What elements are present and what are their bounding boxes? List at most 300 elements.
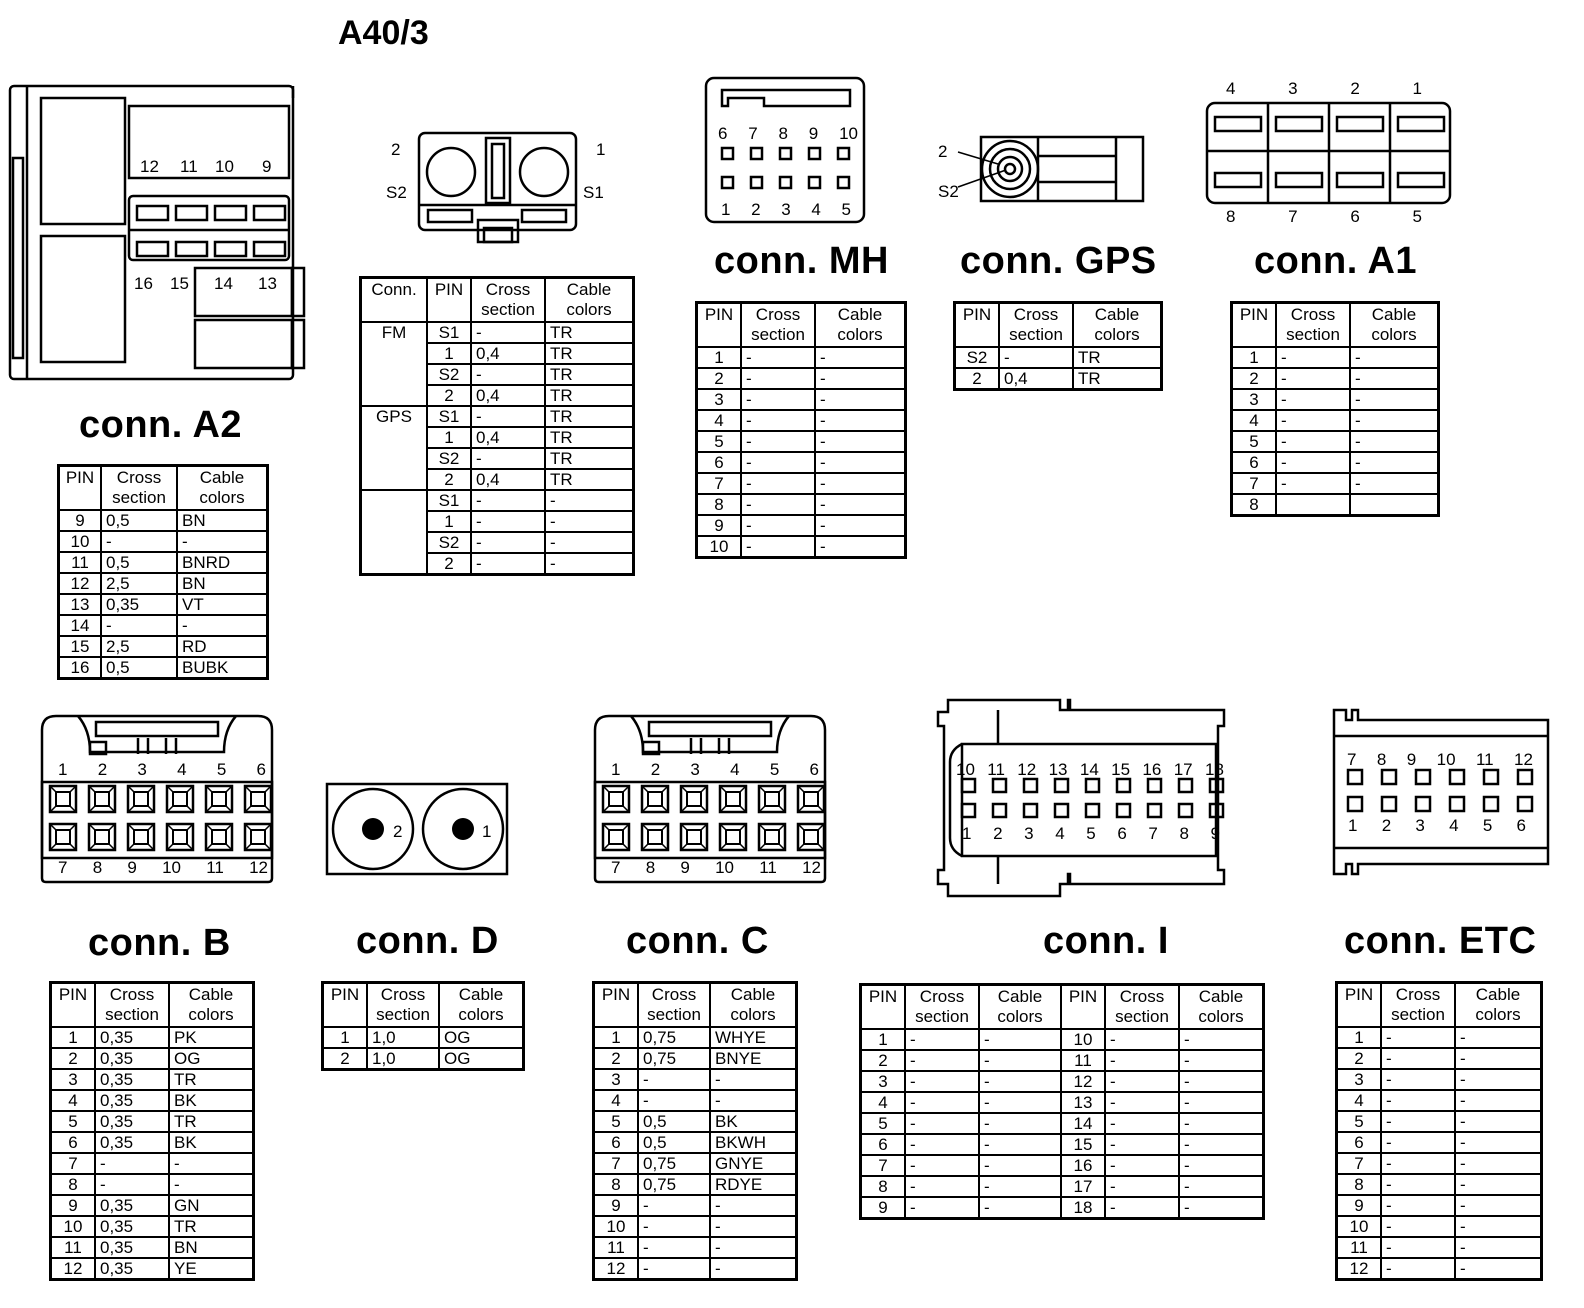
table-row xyxy=(1337,1048,1542,1069)
pin-cell: S2 xyxy=(427,364,471,385)
cross-cell: 0,35 xyxy=(95,1027,169,1048)
i-pin-12: 12 xyxy=(1017,760,1037,779)
cross-cell: - xyxy=(741,452,815,473)
cross-cell: - xyxy=(1381,1237,1455,1258)
cross-cell: - xyxy=(1105,1197,1179,1219)
pin-cavity-inner xyxy=(212,830,226,844)
conn-label-cell: GPS xyxy=(361,406,428,490)
color-cell: - xyxy=(1179,1050,1264,1071)
cross-cell: 0,4 xyxy=(471,469,545,490)
gps-pin-s2: S2 xyxy=(938,182,959,201)
table-row xyxy=(361,490,634,511)
table-row xyxy=(1337,1174,1542,1195)
i-pin-2: 2 xyxy=(993,824,1003,843)
cross-cell: 0,75 xyxy=(638,1027,710,1048)
pin-cell: 1 xyxy=(1232,347,1277,368)
a1-pin-6: 6 xyxy=(1350,207,1360,226)
hdr-colors: Cable colors xyxy=(177,466,268,511)
color-cell: - xyxy=(177,615,268,636)
table-row xyxy=(594,1258,797,1280)
color-cell: - xyxy=(979,1071,1061,1092)
b-pin-11: 11 xyxy=(206,858,224,877)
table-row xyxy=(594,1237,797,1258)
hdr-cross: Cross section xyxy=(999,303,1073,348)
table-row xyxy=(51,1153,254,1174)
table-row xyxy=(1232,452,1439,473)
pin-cell: 9 xyxy=(1337,1195,1382,1216)
table-row xyxy=(1337,1258,1542,1280)
color-cell: - xyxy=(979,1134,1061,1155)
etc-pin-10: 10 xyxy=(1436,750,1456,769)
pin-cell: 4 xyxy=(51,1090,96,1111)
color-cell: - xyxy=(1350,473,1439,494)
table-row xyxy=(323,1027,524,1048)
pin-cell: 15 xyxy=(1061,1134,1105,1155)
pin-cell: 11 xyxy=(59,552,102,573)
conn-b-title: conn. B xyxy=(88,922,231,964)
cross-cell: - xyxy=(905,1197,979,1219)
i-pin-9: 9 xyxy=(1210,824,1220,843)
color-cell: - xyxy=(1455,1195,1542,1216)
cross-cell: - xyxy=(95,1153,169,1174)
conn-a2-rows xyxy=(59,510,268,679)
pin-cell: 6 xyxy=(594,1132,639,1153)
pin-cell: 1 xyxy=(697,347,742,368)
pin-cell: 1 xyxy=(427,427,471,448)
conn-label-cell: FM xyxy=(361,322,428,406)
table-row xyxy=(594,1132,797,1153)
cross-cell: - xyxy=(1276,452,1350,473)
cross-cell: - xyxy=(101,615,177,636)
mh-pin-9: 9 xyxy=(808,124,819,143)
pin-cell: 8 xyxy=(697,494,742,515)
pin-cell: 8 xyxy=(861,1176,906,1197)
etc-pin-1: 1 xyxy=(1348,816,1358,835)
pin-cell: 3 xyxy=(1232,389,1277,410)
c-pin-9: 9 xyxy=(680,858,690,877)
cross-cell: - xyxy=(471,490,545,511)
color-cell: BN xyxy=(177,573,268,594)
conn-gps-table xyxy=(953,301,1163,391)
cross-cell: - xyxy=(1105,1155,1179,1176)
pin-cell: 2 xyxy=(1337,1048,1382,1069)
color-cell: - xyxy=(1455,1132,1542,1153)
hdr-pin: PIN xyxy=(427,278,471,323)
pin-cavity xyxy=(1055,804,1068,817)
pin-cell: S1 xyxy=(427,322,471,343)
pin-cavity xyxy=(1348,770,1362,784)
pin-cell: 11 xyxy=(51,1237,96,1258)
color-cell xyxy=(1350,494,1439,516)
pin-cell: 11 xyxy=(1061,1050,1105,1071)
table-row xyxy=(59,594,268,615)
cross-cell: - xyxy=(741,515,815,536)
table-row xyxy=(1232,410,1439,431)
color-cell: GN xyxy=(169,1195,254,1216)
cross-cell: - xyxy=(1381,1258,1455,1280)
c-pin-10: 10 xyxy=(715,858,734,877)
color-cell: GNYE xyxy=(710,1153,797,1174)
mh-pin-3: 3 xyxy=(781,200,791,219)
table-row xyxy=(861,1176,1264,1197)
color-cell: - xyxy=(1455,1153,1542,1174)
etc-pin-8: 8 xyxy=(1376,750,1387,769)
cross-cell: 0,35 xyxy=(95,1090,169,1111)
hdr-colors: Cable colors xyxy=(815,303,906,348)
color-cell: - xyxy=(545,532,634,553)
table-row xyxy=(51,1132,254,1153)
table-row xyxy=(861,1113,1264,1134)
hdr-colors: Cable colors xyxy=(710,983,797,1028)
conn-a1-table xyxy=(1230,301,1440,517)
pin-cavity xyxy=(1117,779,1130,792)
pin-cavity xyxy=(1179,804,1192,817)
cross-cell: - xyxy=(741,473,815,494)
pin-cavity xyxy=(1382,770,1396,784)
color-cell: - xyxy=(815,494,906,515)
color-cell: BKWH xyxy=(710,1132,797,1153)
pin-cell: 2 xyxy=(51,1048,96,1069)
mh-pin-4: 4 xyxy=(811,200,821,219)
color-cell: - xyxy=(815,368,906,389)
table-row xyxy=(594,1069,797,1090)
color-cell: - xyxy=(815,515,906,536)
i-pin-1: 1 xyxy=(962,824,972,843)
cross-cell: - xyxy=(1105,1176,1179,1197)
pin-cell: 1 xyxy=(427,343,471,364)
pin-cell: 4 xyxy=(1337,1090,1382,1111)
pin-cavity xyxy=(962,804,975,817)
color-cell: - xyxy=(1455,1258,1542,1280)
pin-cell: 13 xyxy=(59,594,102,615)
pin-cell: 4 xyxy=(861,1092,906,1113)
pin-cell: 6 xyxy=(51,1132,96,1153)
hdr-colors: Cable colors xyxy=(1179,985,1264,1030)
pin-cell: 10 xyxy=(59,531,102,552)
i-pin-3: 3 xyxy=(1024,824,1034,843)
pin-cavity-inner xyxy=(134,830,148,844)
color-cell: - xyxy=(979,1050,1061,1071)
color-cell: VT xyxy=(177,594,268,615)
table-row xyxy=(861,1050,1264,1071)
color-cell: OG xyxy=(439,1048,524,1070)
b-pin-5: 5 xyxy=(216,760,227,779)
cross-cell: 2,5 xyxy=(101,636,177,657)
color-cell: - xyxy=(1179,1176,1264,1197)
hdr-pin: PIN xyxy=(1232,303,1277,348)
color-cell: BN xyxy=(177,510,268,531)
a2-pin-13: 13 xyxy=(258,274,277,293)
table-row xyxy=(51,1216,254,1237)
conn-d-title: conn. D xyxy=(356,920,499,962)
cross-cell: - xyxy=(1105,1050,1179,1071)
color-cell: - xyxy=(815,410,906,431)
pin-cell: 1 xyxy=(51,1027,96,1048)
table-row xyxy=(1232,494,1439,516)
table-row xyxy=(594,1153,797,1174)
color-cell: - xyxy=(1455,1111,1542,1132)
cross-cell: - xyxy=(905,1113,979,1134)
b-bottom-pins xyxy=(58,858,268,878)
pin-cell: 3 xyxy=(1337,1069,1382,1090)
table-row xyxy=(1337,1069,1542,1090)
table-row xyxy=(59,573,268,594)
mh-bottom-pins xyxy=(721,200,851,220)
pin-cavity xyxy=(1484,770,1498,784)
pin-cell: 4 xyxy=(1232,410,1277,431)
pin-cavity-inner xyxy=(648,830,662,844)
mh-pin-1: 1 xyxy=(721,200,731,219)
color-cell: TR xyxy=(169,1216,254,1237)
pin-cavity xyxy=(1416,797,1430,811)
pin-cavity xyxy=(1382,797,1396,811)
conn-mh-rows xyxy=(697,347,906,558)
table-row xyxy=(697,368,906,389)
cross-cell: 1,0 xyxy=(367,1027,439,1048)
c-pin-2: 2 xyxy=(650,760,661,779)
pin-cavity xyxy=(1450,770,1464,784)
pin-cavity-inner xyxy=(765,792,779,806)
pin-cavity-inner xyxy=(609,830,623,844)
a1-pin-8: 8 xyxy=(1226,207,1236,226)
pin-cell: 2 xyxy=(427,385,471,406)
conn-etc-table xyxy=(1335,981,1543,1281)
mh-pin-7: 7 xyxy=(748,124,758,143)
cross-cell: 0,5 xyxy=(638,1111,710,1132)
pin-cavity xyxy=(1518,770,1532,784)
i-bottom-pins xyxy=(962,824,1220,844)
color-cell: TR xyxy=(545,343,634,364)
cross-cell: 1,0 xyxy=(367,1048,439,1070)
hdr-cross: Cross section xyxy=(95,983,169,1028)
hdr-pin: PIN xyxy=(1061,985,1105,1030)
conn-antenna-rows xyxy=(361,322,634,575)
hdr-cross: Cross section xyxy=(1276,303,1350,348)
pin-cell: S2 xyxy=(427,532,471,553)
pin-cell: 1 xyxy=(594,1027,639,1048)
cross-cell: 0,4 xyxy=(471,385,545,406)
color-cell: TR xyxy=(545,448,634,469)
pin-cell: 12 xyxy=(594,1258,639,1280)
cross-cell: 0,35 xyxy=(95,1132,169,1153)
pin-cell: 7 xyxy=(51,1153,96,1174)
table-row xyxy=(51,1069,254,1090)
cross-cell: - xyxy=(101,531,177,552)
cross-cell: - xyxy=(1381,1195,1455,1216)
pin-cell: 5 xyxy=(1232,431,1277,452)
table-row xyxy=(594,1174,797,1195)
cross-cell: - xyxy=(638,1195,710,1216)
pin-cavity-inner xyxy=(251,792,265,806)
cross-cell: - xyxy=(1105,1113,1179,1134)
pin-cell: S1 xyxy=(427,490,471,511)
c-pin-6: 6 xyxy=(809,760,819,779)
color-cell: - xyxy=(1455,1048,1542,1069)
cross-cell: 0,35 xyxy=(95,1216,169,1237)
table-row xyxy=(59,657,268,679)
b-pin-12: 12 xyxy=(249,858,268,877)
i-pin-15: 15 xyxy=(1111,760,1131,779)
table-row xyxy=(697,473,906,494)
table-row xyxy=(1337,1027,1542,1048)
color-cell: - xyxy=(815,536,906,558)
hdr-colors: Cable colors xyxy=(439,983,524,1028)
table-row xyxy=(697,515,906,536)
pin-cavity-inner xyxy=(648,792,662,806)
i-pin-8: 8 xyxy=(1179,824,1189,843)
pin-cell: 6 xyxy=(1337,1132,1382,1153)
pin-cavity-inner xyxy=(765,830,779,844)
cross-cell: 0,4 xyxy=(471,343,545,364)
cross-cell: - xyxy=(1381,1048,1455,1069)
cross-cell: - xyxy=(1276,347,1350,368)
hdr-cross: Cross section xyxy=(1105,985,1179,1030)
c-top-pins xyxy=(611,760,819,780)
d-pin-2: 2 xyxy=(393,822,403,841)
cross-cell: - xyxy=(638,1216,710,1237)
b-pin-1: 1 xyxy=(58,760,68,779)
b-pin-2: 2 xyxy=(97,760,108,779)
color-cell: - xyxy=(1179,1071,1264,1092)
i-top-pins xyxy=(956,760,1224,780)
cross-cell: - xyxy=(471,322,545,343)
a1-pin-3: 3 xyxy=(1288,79,1298,98)
table-row xyxy=(697,452,906,473)
pin-cavity-inner xyxy=(251,830,265,844)
color-cell: PK xyxy=(169,1027,254,1048)
connector-antenna-drawing xyxy=(416,130,581,250)
mh-pin-2: 2 xyxy=(751,200,761,219)
cross-cell: - xyxy=(1276,473,1350,494)
pin-cavity-inner xyxy=(687,830,701,844)
c-pin-5: 5 xyxy=(769,760,780,779)
hdr-pin: PIN xyxy=(861,985,906,1030)
color-cell: TR xyxy=(545,406,634,427)
etc-pin-6: 6 xyxy=(1516,816,1526,835)
pin-cavity xyxy=(1148,804,1161,817)
conn-b-table xyxy=(49,981,255,1281)
conn-c-table xyxy=(592,981,798,1281)
pin-cell: 5 xyxy=(1337,1111,1382,1132)
pin-cavity xyxy=(1450,797,1464,811)
conn-a1-title: conn. A1 xyxy=(1254,240,1418,282)
color-cell: - xyxy=(710,1258,797,1280)
b-pin-7: 7 xyxy=(58,858,68,877)
etc-pin-3: 3 xyxy=(1415,816,1425,835)
pin-cavity-inner xyxy=(212,792,226,806)
table-row xyxy=(594,1090,797,1111)
color-cell: - xyxy=(1350,368,1439,389)
pin-cell: 2 xyxy=(427,553,471,575)
pin-cell: 13 xyxy=(1061,1092,1105,1113)
color-cell: TR xyxy=(545,322,634,343)
d-pin-1: 1 xyxy=(482,822,492,841)
i-pin-17: 17 xyxy=(1173,760,1193,779)
cross-cell: - xyxy=(1381,1090,1455,1111)
pin-cavity-inner xyxy=(726,830,740,844)
hdr-pin: PIN xyxy=(323,983,368,1028)
color-cell: - xyxy=(1179,1092,1264,1113)
cross-cell: 0,35 xyxy=(101,594,177,615)
a1-pin-4: 4 xyxy=(1226,79,1236,98)
pin-cell: 10 xyxy=(1337,1216,1382,1237)
color-cell: BUBK xyxy=(177,657,268,679)
pin-cell: 7 xyxy=(1232,473,1277,494)
pin-cell: 2 xyxy=(594,1048,639,1069)
color-cell: TR xyxy=(1073,347,1162,368)
table-row xyxy=(51,1174,254,1195)
cross-cell: 0,5 xyxy=(101,552,177,573)
pin-cavity xyxy=(962,779,975,792)
color-cell: - xyxy=(1179,1197,1264,1219)
hdr-cross: Cross section xyxy=(367,983,439,1028)
i-pin-4: 4 xyxy=(1055,824,1065,843)
cross-cell: - xyxy=(1276,410,1350,431)
i-pin-7: 7 xyxy=(1148,824,1158,843)
color-cell: - xyxy=(710,1090,797,1111)
pin-cell: 12 xyxy=(59,573,102,594)
hdr-colors: Cable colors xyxy=(1073,303,1162,348)
table-row xyxy=(51,1111,254,1132)
color-cell: - xyxy=(1179,1113,1264,1134)
color-cell: - xyxy=(177,531,268,552)
pin-cell: 3 xyxy=(594,1069,639,1090)
pin-cavity xyxy=(993,779,1006,792)
c-pin-7: 7 xyxy=(611,858,621,877)
conn-i-title: conn. I xyxy=(1043,920,1169,962)
pin-cavity xyxy=(1024,804,1037,817)
table-row xyxy=(59,636,268,657)
pin-cell: 5 xyxy=(594,1111,639,1132)
color-cell: - xyxy=(1455,1090,1542,1111)
color-cell: - xyxy=(1350,410,1439,431)
table-row xyxy=(861,1155,1264,1176)
cross-cell: - xyxy=(1105,1092,1179,1113)
cross-cell: - xyxy=(1381,1132,1455,1153)
etc-pin-11: 11 xyxy=(1475,750,1494,769)
cross-cell xyxy=(1276,494,1350,516)
cross-cell: - xyxy=(638,1090,710,1111)
pin-cell: 1 xyxy=(861,1029,906,1050)
etc-bottom-pins xyxy=(1348,816,1526,836)
cross-cell: 2,5 xyxy=(101,573,177,594)
connector-a1-drawing xyxy=(1205,101,1453,207)
color-cell: - xyxy=(815,473,906,494)
pin-cavity-inner xyxy=(56,830,70,844)
a2-pin-14: 14 xyxy=(214,274,233,293)
mh-pin-6: 6 xyxy=(718,124,728,143)
table-row xyxy=(1337,1195,1542,1216)
color-cell: BNYE xyxy=(710,1048,797,1069)
pin-cavity-inner xyxy=(804,830,818,844)
i-pin-18: 18 xyxy=(1204,760,1224,779)
pin-cell: 5 xyxy=(51,1111,96,1132)
table-row xyxy=(1337,1132,1542,1153)
pin-cell: 12 xyxy=(51,1258,96,1280)
antenna-pin-s1: S1 xyxy=(583,183,604,202)
connector-i-drawing xyxy=(932,698,1232,900)
color-cell: TR xyxy=(169,1111,254,1132)
pin-cavity xyxy=(1024,779,1037,792)
conn-a1-rows xyxy=(1232,347,1439,516)
cross-cell: - xyxy=(905,1092,979,1113)
color-cell: - xyxy=(1455,1174,1542,1195)
cross-cell: - xyxy=(95,1174,169,1195)
table-row xyxy=(1337,1090,1542,1111)
color-cell: - xyxy=(1455,1069,1542,1090)
i-pin-13: 13 xyxy=(1048,760,1068,779)
b-cavities xyxy=(50,786,271,850)
